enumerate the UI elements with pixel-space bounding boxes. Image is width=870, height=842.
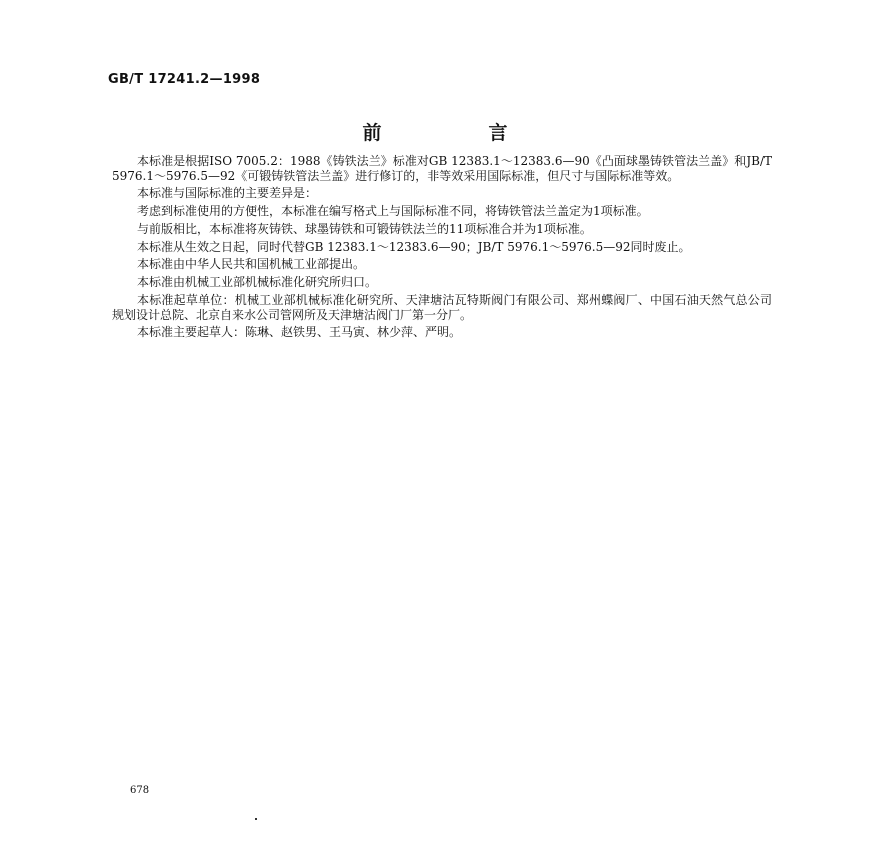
paragraph-differences-intro: 本标准与国际标准的主要差异是： <box>137 186 318 201</box>
paragraph-difference-merge: 与前版相比，本标准将灰铸铁、球墨铸铁和可锻铸铁法兰的11项标准合并为1项标准。 <box>137 222 592 237</box>
foreword-body <box>112 154 772 342</box>
paragraph-administered-by: 本标准由机械工业部机械标准化研究所归口。 <box>137 274 378 289</box>
page-title: 前 言 <box>362 122 552 144</box>
paragraph-drafters: 本标准主要起草人：陈琳、赵铁男、王马寅、林少萍、严明。 <box>137 325 462 340</box>
standard-code: GB/T 17241.2—1998 <box>108 72 261 87</box>
scan-speck <box>255 818 257 820</box>
paragraph-replacement: 本标准从生效之日起，同时代替GB 12383.1～12383.6—90；JB/T 5976.1～5976.5—92同时废止。 <box>137 240 691 255</box>
paragraph-proposed-by: 本标准由中华人民共和国机械工业部提出。 <box>137 256 366 271</box>
paragraph-difference-format: 考虑到标准使用的方便性，本标准在编写格式上与国际标准不同，将铸铁管法兰盖定为1项标准。 <box>137 204 649 219</box>
page-number: 678 <box>130 785 150 796</box>
paragraph-basis: 本标准是根据ISO 7005.2：1988《铸铁法兰》标准对GB 12383.1～12383.6—90《凸面球墨铸铁管法兰盖》和JB/T 5976.1～5976.5—92《可锻铸铁管法兰盖》进行修订的，非等效采用国际标准，但尺寸与国际标准等效。 <box>112 154 772 184</box>
paragraph-drafting-units: 本标准起草单位：机械工业部机械标准化研究所、天津塘沽瓦特斯阀门有限公司、郑州蝶阀厂、中国石油天然气总公司规划设计总院、北京自来水公司管网所及天津塘沽阀门厂第一分厂。 <box>112 292 772 323</box>
